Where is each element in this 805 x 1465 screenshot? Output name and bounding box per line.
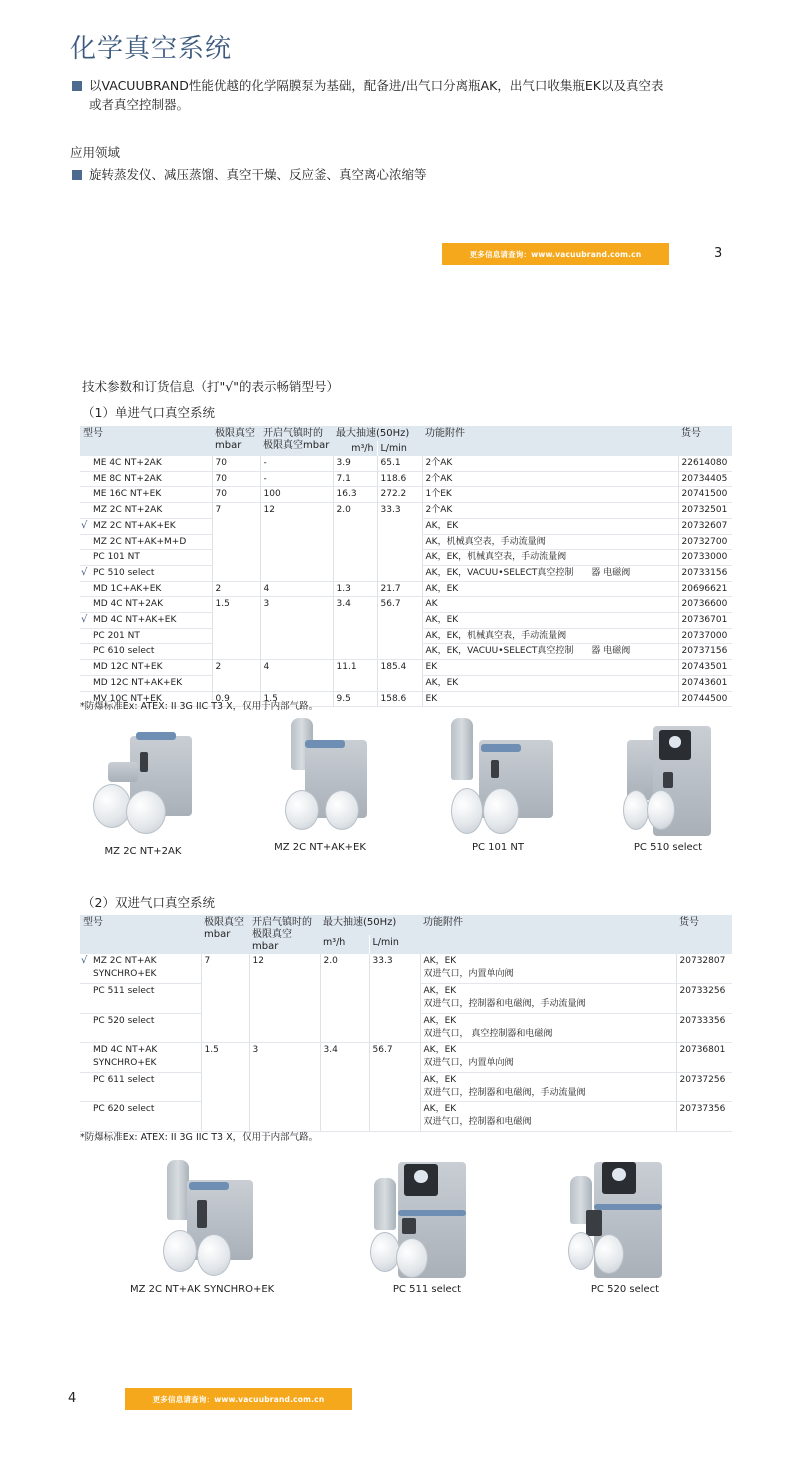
- cell-speed-m3h: [333, 628, 377, 644]
- cell-speed-lmin: [369, 984, 420, 1014]
- table-row: [80, 628, 732, 644]
- cell-model: ME 4C NT+2AK: [80, 456, 212, 471]
- intro-paragraph: [72, 76, 722, 114]
- applications-list: [72, 165, 427, 183]
- cell-order-number: 20736701: [678, 613, 732, 629]
- table-row: [80, 1043, 732, 1073]
- cell-model: MD 12C NT+EK: [80, 660, 212, 676]
- cell-accessories: AK，EK 双进气口，控制器和电磁阀，手动流量阀: [420, 984, 676, 1014]
- cell-accessories: AK，机械真空表，手动流量阀: [422, 534, 678, 550]
- atex-footnote: *防爆标准Ex: ATEX: II 3G IIC T3 X，仅用于内部气路。: [80, 1132, 319, 1143]
- cell-speed-m3h: [320, 1013, 369, 1043]
- cell-speed-lmin: [377, 550, 422, 566]
- cell-ultimate-vacuum: [212, 613, 260, 629]
- cell-accessories: AK，EK 双进气口，内置单向阀: [420, 954, 676, 984]
- website-banner-link[interactable]: 更多信息请查询：www.vacuubrand.com.cn: [125, 1388, 352, 1410]
- cell-speed-lmin: 158.6: [377, 691, 422, 707]
- cell-model: MZ 2C NT+2AK: [80, 503, 212, 519]
- cell-speed-lmin: [377, 644, 422, 660]
- pump-image: [78, 722, 208, 842]
- cell-ultimate-vacuum: [212, 550, 260, 566]
- cell-speed-lmin: [369, 1013, 420, 1043]
- cell-accessories: EK: [422, 691, 678, 707]
- cell-model: ME 16C NT+EK: [80, 487, 212, 503]
- table-row: [80, 581, 732, 597]
- single-inlet-section-title: （1）单进气口真空系统: [82, 405, 215, 420]
- cell-speed-lmin: 33.3: [377, 503, 422, 519]
- cell-speed-lmin: [377, 628, 422, 644]
- table-row: [80, 534, 732, 550]
- cell-accessories: AK，EK 双进气口，控制器和电磁阀: [420, 1102, 676, 1132]
- page-number: 3: [714, 246, 723, 261]
- cell-speed-lmin: 272.2: [377, 487, 422, 503]
- cell-accessories: AK，EK: [422, 613, 678, 629]
- cell-speed-m3h: [320, 984, 369, 1014]
- cell-gas-ballast-vacuum: 4: [260, 581, 333, 597]
- product-figure: [362, 1160, 492, 1295]
- cell-order-number: 20737000: [678, 628, 732, 644]
- product-caption: MZ 2C NT+2AK: [104, 846, 182, 857]
- cell-speed-m3h: 3.4: [320, 1043, 369, 1073]
- cell-accessories: AK，EK: [422, 675, 678, 691]
- table-row: [80, 550, 732, 566]
- cell-order-number: 20741500: [678, 487, 732, 503]
- table-row: [80, 613, 732, 629]
- product-caption: MZ 2C NT+AK+EK: [274, 842, 366, 853]
- cell-order-number: 20743501: [678, 660, 732, 676]
- cell-model: MD 1C+AK+EK: [80, 581, 212, 597]
- product-figure: [255, 718, 385, 853]
- product-caption: PC 511 select: [392, 1284, 462, 1295]
- cell-gas-ballast-vacuum: [260, 565, 333, 581]
- cell-speed-m3h: 2.0: [320, 954, 369, 984]
- cell-model: PC 520 select: [80, 1013, 201, 1043]
- table-row: [80, 597, 732, 613]
- product-figure: [560, 1160, 690, 1295]
- cell-accessories: 2个AK: [422, 503, 678, 519]
- cell-order-number: 20732807: [676, 954, 732, 984]
- table-row: [80, 675, 732, 691]
- cell-model: PC 511 select: [80, 984, 201, 1014]
- cell-speed-m3h: [320, 1102, 369, 1132]
- cell-order-number: 20733256: [676, 984, 732, 1014]
- cell-ultimate-vacuum: 70: [212, 471, 260, 487]
- cell-gas-ballast-vacuum: [260, 550, 333, 566]
- product-figure: [130, 1160, 275, 1295]
- dual-inlet-section-title: （2）双进气口真空系统: [82, 895, 215, 910]
- cell-accessories: AK，EK 双进气口，内置单向阀: [420, 1043, 676, 1073]
- cell-speed-m3h: 2.0: [333, 503, 377, 519]
- header-order-no: 货号: [678, 426, 732, 456]
- cell-speed-lmin: 21.7: [377, 581, 422, 597]
- cell-gas-ballast-vacuum: [260, 675, 333, 691]
- header-model: 型号: [80, 426, 212, 456]
- cell-speed-m3h: [333, 613, 377, 629]
- intro-line-2: 或者真空控制器。: [89, 97, 190, 112]
- pump-image: [603, 718, 733, 838]
- table-row: [80, 660, 732, 676]
- table-row: [80, 1102, 732, 1132]
- cell-speed-m3h: [333, 565, 377, 581]
- cell-ultimate-vacuum: 7: [212, 503, 260, 519]
- cell-model: ME 8C NT+2AK: [80, 471, 212, 487]
- pump-image: [255, 718, 385, 838]
- cell-order-number: 20732501: [678, 503, 732, 519]
- cell-speed-m3h: 16.3: [333, 487, 377, 503]
- pump-image: [560, 1160, 690, 1280]
- cell-speed-lmin: [377, 518, 422, 534]
- cell-ultimate-vacuum: 70: [212, 456, 260, 471]
- header-pumping-speed: 最大抽速(50Hz): [333, 426, 422, 441]
- cell-accessories: AK，EK: [422, 518, 678, 534]
- header-m3h: m³/h: [333, 441, 377, 456]
- applications-heading: 应用领域: [70, 145, 121, 160]
- cell-accessories: 2个AK: [422, 471, 678, 487]
- page-title: 化学真空系统: [70, 34, 233, 64]
- cell-speed-lmin: [377, 613, 422, 629]
- cell-accessories: AK，EK，VACUU•SELECT真空控制 器 电磁阀: [422, 644, 678, 660]
- table-row: [80, 644, 732, 660]
- bullet-square-icon: [72, 81, 82, 91]
- cell-ultimate-vacuum: [212, 628, 260, 644]
- cell-gas-ballast-vacuum: [249, 1072, 320, 1102]
- cell-model: MD 4C NT+AK SYNCHRO+EK: [80, 1043, 201, 1073]
- bestseller-check-icon: √: [81, 566, 88, 578]
- cell-speed-lmin: [377, 675, 422, 691]
- cell-gas-ballast-vacuum: 12: [249, 954, 320, 984]
- cell-gas-ballast-vacuum: 1.5: [260, 691, 333, 707]
- cell-order-number: 20696621: [678, 581, 732, 597]
- cell-speed-lmin: [377, 565, 422, 581]
- cell-gas-ballast-vacuum: 100: [260, 487, 333, 503]
- cell-gas-ballast-vacuum: [260, 613, 333, 629]
- spec-section-title: 技术参数和订货信息（打"√"的表示畅销型号）: [82, 379, 339, 394]
- cell-order-number: 22614080: [678, 456, 732, 471]
- cell-speed-lmin: [377, 534, 422, 550]
- cell-model: MV 10C NT+EK: [80, 691, 212, 707]
- cell-speed-m3h: 1.3: [333, 581, 377, 597]
- cell-order-number: 20743601: [678, 675, 732, 691]
- cell-model: √ MZ 2C NT+AK+EK: [80, 518, 212, 534]
- header-pumping-speed: 最大抽速(50Hz): [320, 915, 420, 935]
- cell-ultimate-vacuum: [212, 675, 260, 691]
- cell-gas-ballast-vacuum: [260, 628, 333, 644]
- cell-accessories: AK，EK，机械真空表，手动流量阀: [422, 628, 678, 644]
- cell-ultimate-vacuum: [212, 565, 260, 581]
- bestseller-check-icon: √: [81, 614, 88, 626]
- single-inlet-spec-table: [80, 426, 732, 707]
- cell-gas-ballast-vacuum: -: [260, 471, 333, 487]
- cell-speed-lmin: 56.7: [369, 1043, 420, 1073]
- pump-image: [135, 1160, 265, 1280]
- cell-order-number: 20733156: [678, 565, 732, 581]
- cell-order-number: 20736801: [676, 1043, 732, 1073]
- cell-ultimate-vacuum: [201, 984, 249, 1014]
- header-ultimate-vacuum: 极限真空 mbar: [201, 915, 249, 954]
- pump-image: [362, 1160, 492, 1280]
- cell-ultimate-vacuum: 1.5: [201, 1043, 249, 1073]
- cell-speed-m3h: 3.4: [333, 597, 377, 613]
- cell-speed-lmin: [369, 1072, 420, 1102]
- cell-speed-m3h: 11.1: [333, 660, 377, 676]
- cell-ultimate-vacuum: 7: [201, 954, 249, 984]
- table-row: [80, 518, 732, 534]
- cell-speed-m3h: [333, 550, 377, 566]
- cell-order-number: 20737156: [678, 644, 732, 660]
- table-row: [80, 954, 732, 984]
- cell-gas-ballast-vacuum: 4: [260, 660, 333, 676]
- cell-speed-lmin: 118.6: [377, 471, 422, 487]
- cell-order-number: 20733356: [676, 1013, 732, 1043]
- product-caption: PC 510 select: [633, 842, 703, 853]
- cell-speed-m3h: [333, 534, 377, 550]
- bestseller-check-icon: √: [81, 519, 88, 531]
- header-gas-ballast: 开启气镇时的 极限真空mbar: [260, 426, 333, 456]
- cell-speed-m3h: 7.1: [333, 471, 377, 487]
- cell-gas-ballast-vacuum: [249, 984, 320, 1014]
- cell-model: PC 610 select: [80, 644, 212, 660]
- cell-accessories: AK: [422, 597, 678, 613]
- cell-order-number: 20732700: [678, 534, 732, 550]
- cell-accessories: 1个EK: [422, 487, 678, 503]
- atex-footnote: *防爆标准Ex: ATEX: II 3G IIC T3 X，仅用于内部气路。: [80, 701, 319, 712]
- cell-ultimate-vacuum: 2: [212, 581, 260, 597]
- product-caption: PC 520 select: [590, 1284, 660, 1295]
- cell-accessories: AK，EK: [422, 581, 678, 597]
- header-lmin: L/min: [377, 441, 422, 456]
- cell-gas-ballast-vacuum: [249, 1013, 320, 1043]
- cell-gas-ballast-vacuum: [260, 518, 333, 534]
- cell-model: PC 201 NT: [80, 628, 212, 644]
- cell-model: √ MD 4C NT+AK+EK: [80, 613, 212, 629]
- intro-line-1: 以VACUUBRAND性能优越的化学隔膜泵为基础，配备进/出气口分离瓶AK，出气口收集瓶EK以及真空表: [89, 78, 664, 93]
- header-accessories: 功能附件: [422, 426, 678, 456]
- cell-ultimate-vacuum: [212, 534, 260, 550]
- cell-speed-m3h: [320, 1072, 369, 1102]
- table-row: [80, 565, 732, 581]
- cell-accessories: AK，EK 双进气口， 真空控制器和电磁阀: [420, 1013, 676, 1043]
- table-row: [80, 1072, 732, 1102]
- cell-order-number: 20736600: [678, 597, 732, 613]
- product-figure: [433, 718, 563, 853]
- cell-speed-m3h: 3.9: [333, 456, 377, 471]
- dual-inlet-spec-table: [80, 915, 732, 1132]
- cell-gas-ballast-vacuum: 3: [260, 597, 333, 613]
- table-row: [80, 1013, 732, 1043]
- cell-model: MZ 2C NT+AK+M+D: [80, 534, 212, 550]
- page-number: 4: [68, 1391, 77, 1406]
- cell-speed-m3h: [333, 675, 377, 691]
- cell-model: PC 620 select: [80, 1102, 201, 1132]
- cell-accessories: 2个AK: [422, 456, 678, 471]
- cell-gas-ballast-vacuum: -: [260, 456, 333, 471]
- header-model: 型号: [80, 915, 201, 954]
- table-row: [80, 984, 732, 1014]
- cell-gas-ballast-vacuum: [249, 1102, 320, 1132]
- cell-gas-ballast-vacuum: 12: [260, 503, 333, 519]
- cell-speed-m3h: [333, 518, 377, 534]
- cell-order-number: 20733000: [678, 550, 732, 566]
- cell-order-number: 20734405: [678, 471, 732, 487]
- cell-ultimate-vacuum: 0.9: [212, 691, 260, 707]
- header-accessories: 功能附件: [420, 915, 676, 954]
- pump-image: [433, 718, 563, 838]
- cell-ultimate-vacuum: [212, 644, 260, 660]
- table-row: [80, 456, 732, 471]
- cell-order-number: 20737356: [676, 1102, 732, 1132]
- cell-ultimate-vacuum: 2: [212, 660, 260, 676]
- cell-model: PC 101 NT: [80, 550, 212, 566]
- cell-order-number: 20744500: [678, 691, 732, 707]
- cell-ultimate-vacuum: 70: [212, 487, 260, 503]
- table-row: [80, 487, 732, 503]
- cell-order-number: 20732607: [678, 518, 732, 534]
- cell-gas-ballast-vacuum: 3: [249, 1043, 320, 1073]
- header-ultimate-vacuum: 极限真空 mbar: [212, 426, 260, 456]
- cell-accessories: AK，EK 双进气口，控制器和电磁阀，手动流量阀: [420, 1072, 676, 1102]
- cell-speed-lmin: 185.4: [377, 660, 422, 676]
- header-m3h: m³/h: [320, 935, 369, 955]
- cell-speed-m3h: [333, 644, 377, 660]
- cell-speed-lmin: 33.3: [369, 954, 420, 984]
- cell-gas-ballast-vacuum: [260, 534, 333, 550]
- cell-ultimate-vacuum: [201, 1102, 249, 1132]
- cell-accessories: AK，EK，VACUU•SELECT真空控制 器 电磁阀: [422, 565, 678, 581]
- cell-model: MD 12C NT+AK+EK: [80, 675, 212, 691]
- cell-order-number: 20737256: [676, 1072, 732, 1102]
- cell-speed-m3h: 9.5: [333, 691, 377, 707]
- cell-speed-lmin: 65.1: [377, 456, 422, 471]
- bestseller-check-icon: √: [81, 955, 88, 966]
- bullet-square-icon: [72, 170, 82, 180]
- cell-accessories: EK: [422, 660, 678, 676]
- header-order-no: 货号: [676, 915, 732, 954]
- cell-model: MD 4C NT+2AK: [80, 597, 212, 613]
- cell-speed-lmin: [369, 1102, 420, 1132]
- cell-model: √ MZ 2C NT+AK SYNCHRO+EK: [80, 954, 201, 984]
- cell-gas-ballast-vacuum: [260, 644, 333, 660]
- product-caption: MZ 2C NT+AK SYNCHRO+EK: [130, 1284, 275, 1295]
- header-gas-ballast: 开启气镇时的 极限真空mbar: [249, 915, 320, 954]
- table-row: [80, 471, 732, 487]
- cell-ultimate-vacuum: [201, 1013, 249, 1043]
- table-row: [80, 503, 732, 519]
- cell-model: √ PC 510 select: [80, 565, 212, 581]
- product-figure: [603, 718, 733, 853]
- cell-model: PC 611 select: [80, 1072, 201, 1102]
- cell-accessories: AK，EK，机械真空表，手动流量阀: [422, 550, 678, 566]
- product-caption: PC 101 NT: [471, 842, 525, 853]
- product-figure: [78, 722, 208, 857]
- cell-ultimate-vacuum: 1.5: [212, 597, 260, 613]
- cell-ultimate-vacuum: [212, 518, 260, 534]
- cell-ultimate-vacuum: [201, 1072, 249, 1102]
- applications-text: 旋转蒸发仪、减压蒸馏、真空干燥、反应釜、真空离心浓缩等: [89, 167, 427, 182]
- cell-speed-lmin: 56.7: [377, 597, 422, 613]
- header-lmin: L/min: [369, 935, 420, 955]
- website-banner-link[interactable]: 更多信息请查询：www.vacuubrand.com.cn: [442, 243, 669, 265]
